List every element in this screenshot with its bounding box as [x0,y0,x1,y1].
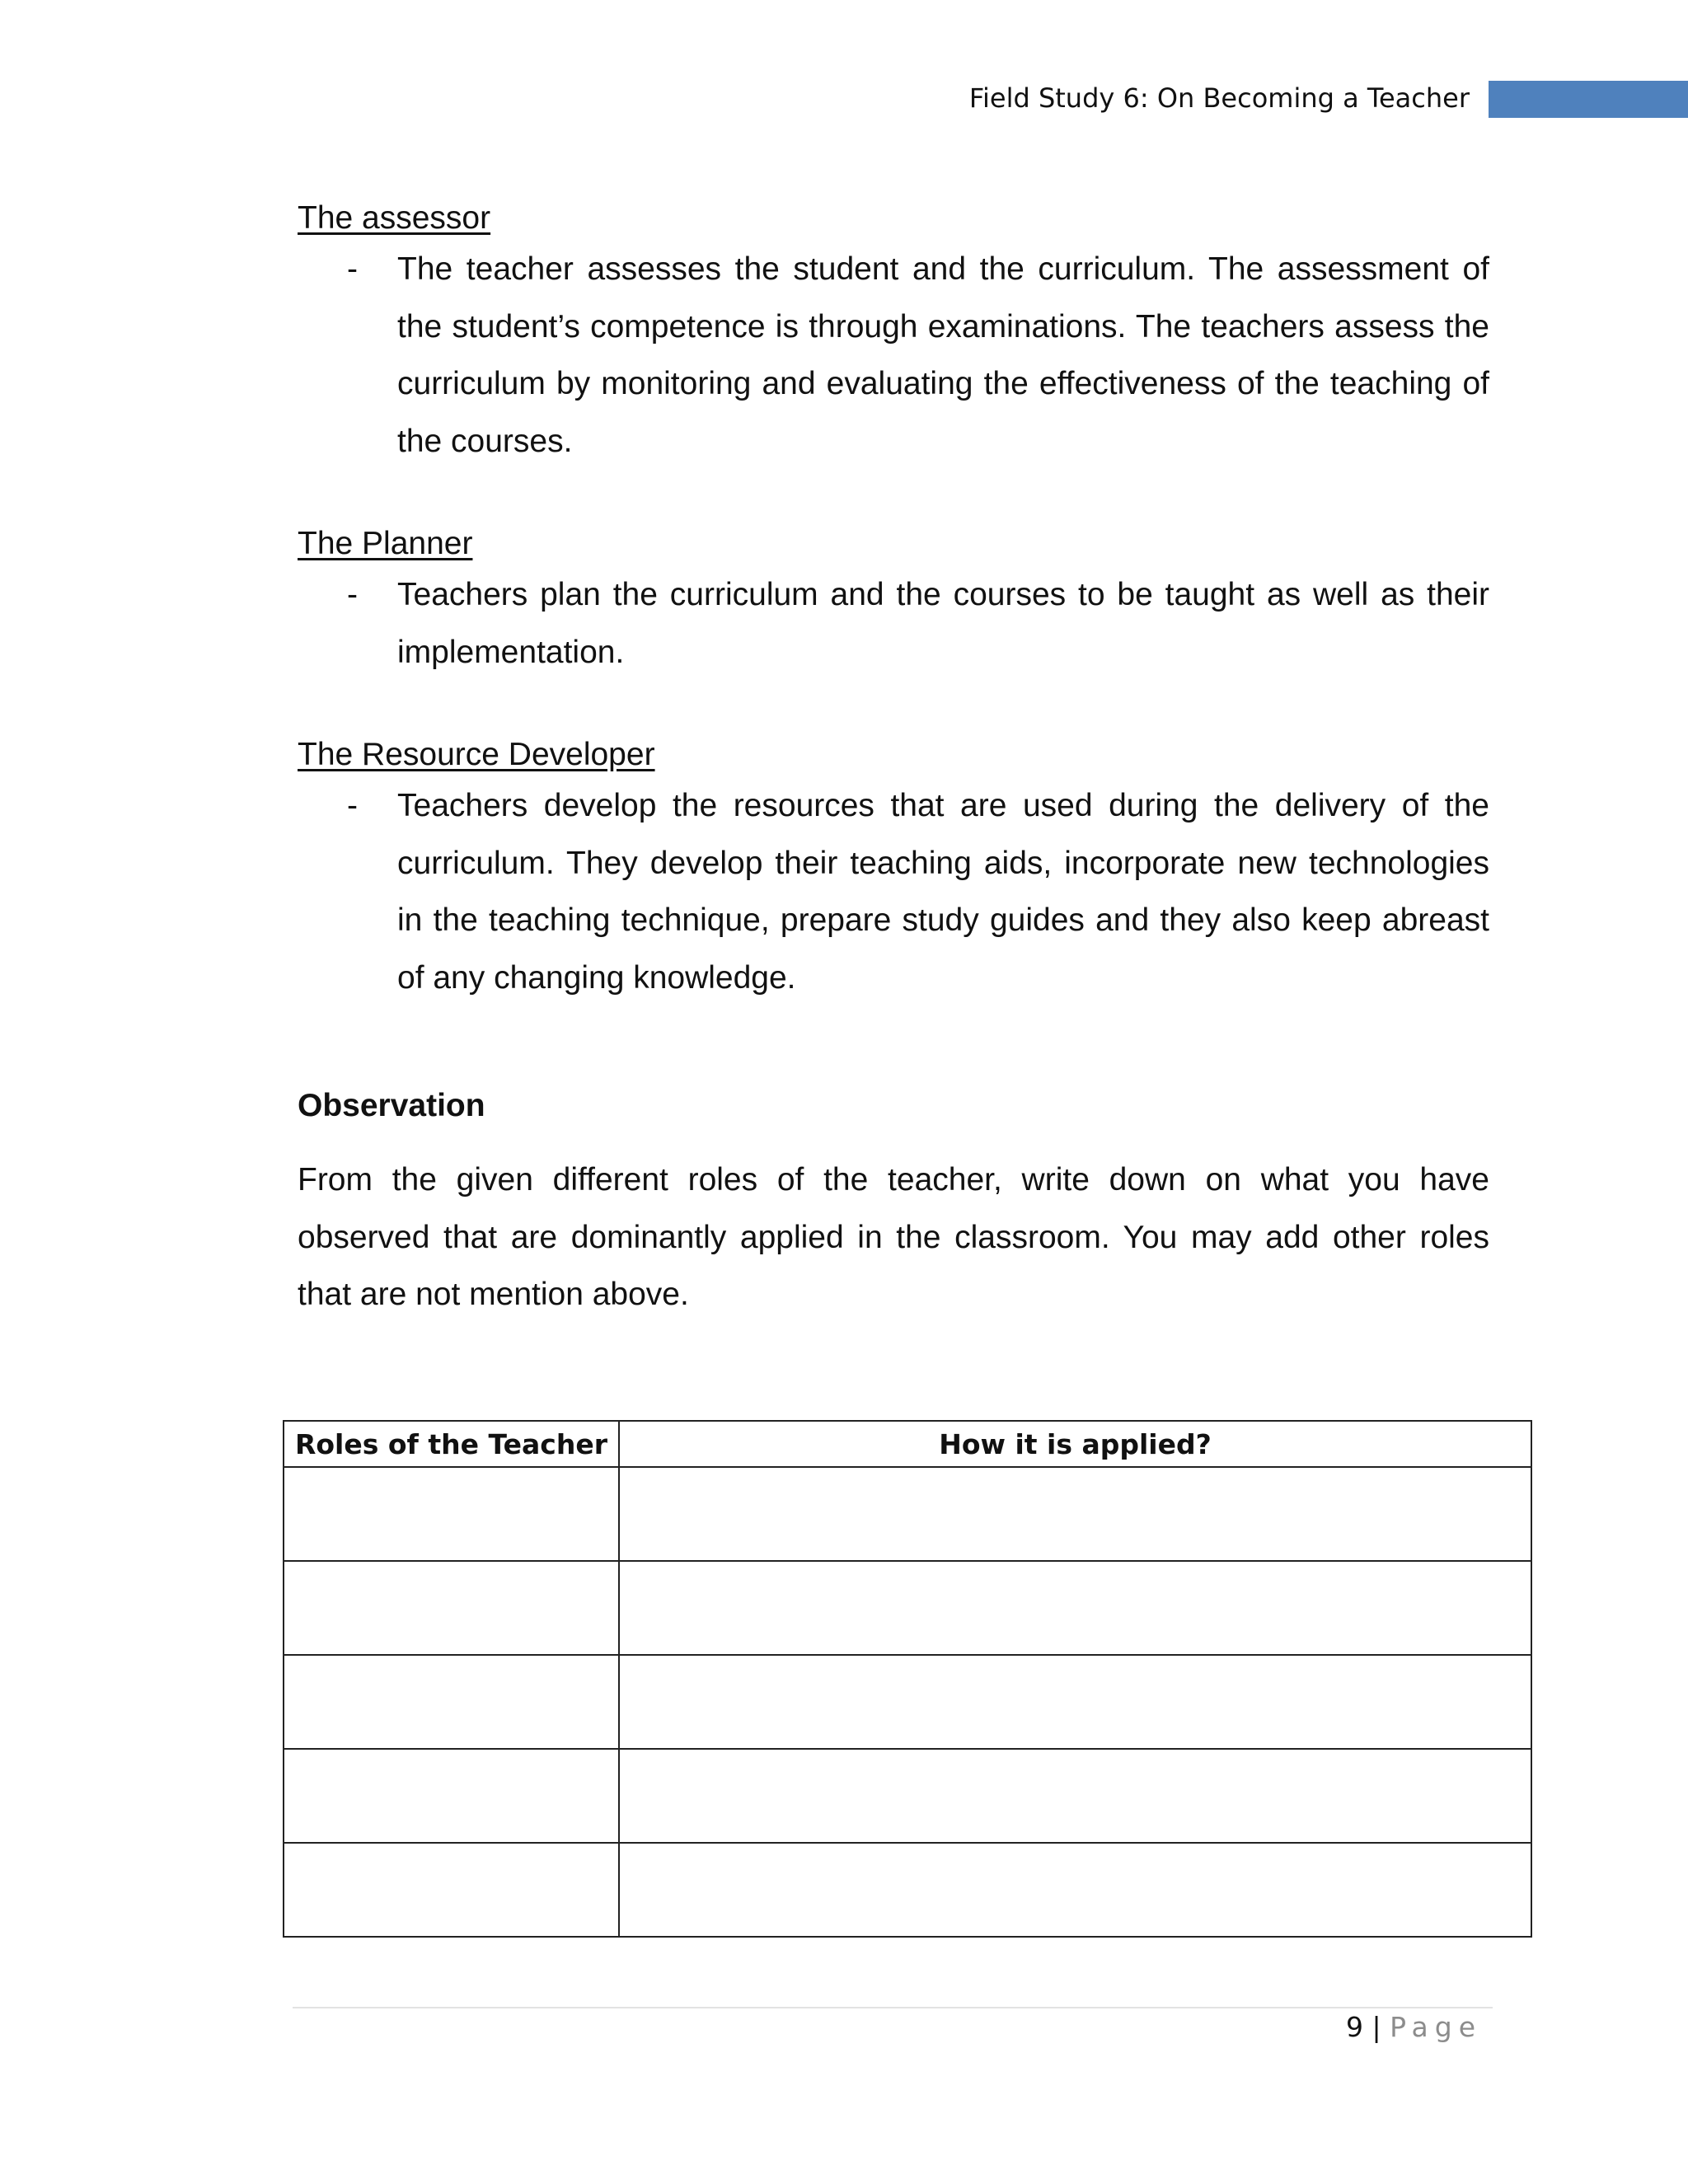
page-footer [1346,2011,1482,2043]
bullet-text: Teachers develop the resources that are used during the delivery of the curriculum. They develop their teaching aids, incorporate new technologies in the teaching technique, prepare study guides and they also keep abreast of any changing knowledge. [397,788,1489,996]
table-row [284,1843,1531,1937]
bullet-dash: - [347,251,358,287]
bullet-text: Teachers plan the curriculum and the courses to be taught as well as their implementation. [397,577,1489,670]
section-heading-resource-developer: The Resource Developer [298,737,655,772]
table-cell-application[interactable] [619,1561,1531,1655]
table-row [284,1655,1531,1749]
roles-table [283,1420,1532,1938]
column-header-how-applied: How it is applied? [619,1421,1531,1467]
table-cell-role[interactable] [284,1561,619,1655]
table-cell-role[interactable] [284,1467,619,1561]
bullet-dash: - [347,577,358,612]
header-accent-bar [1489,81,1688,118]
page-label: Page [1390,2011,1482,2043]
table-row [284,1467,1531,1561]
table-row [284,1561,1531,1655]
section-heading-planner: The Planner [298,526,473,561]
observation-title: Observation [298,1088,485,1123]
table-row [284,1749,1531,1843]
bullet-assessor [298,241,1489,470]
page-number: 9 [1345,2011,1363,2043]
bullet-dash: - [347,788,358,823]
table-cell-role[interactable] [284,1843,619,1937]
table-header-row [284,1421,1531,1467]
table-cell-application[interactable] [619,1843,1531,1937]
footer-separator: | [1372,2011,1381,2043]
bullet-text: The teacher assesses the student and the curriculum. The assessment of the student’s competence is through examinations. The teachers assess the curriculum by monitoring and evaluating the effectiveness of the teaching of the courses. [397,251,1489,459]
bullet-resource-developer [298,777,1489,1006]
page-content [298,196,1489,1324]
section-heading-assessor: The assessor [298,200,491,236]
bullet-planner [298,566,1489,681]
table-cell-role[interactable] [284,1655,619,1749]
table-cell-application[interactable] [619,1655,1531,1749]
column-header-roles: Roles of the Teacher [284,1421,619,1467]
table-cell-role[interactable] [284,1749,619,1843]
observation-instructions: From the given different roles of the teacher, write down on what you have observed that are dominantly applied in the classroom. You may add other roles that are not mention above. [298,1162,1489,1312]
table-cell-application[interactable] [619,1467,1531,1561]
running-header-title: Field Study 6: On Becoming a Teacher [968,82,1470,114]
footer-divider [293,2007,1493,2008]
table-cell-application[interactable] [619,1749,1531,1843]
